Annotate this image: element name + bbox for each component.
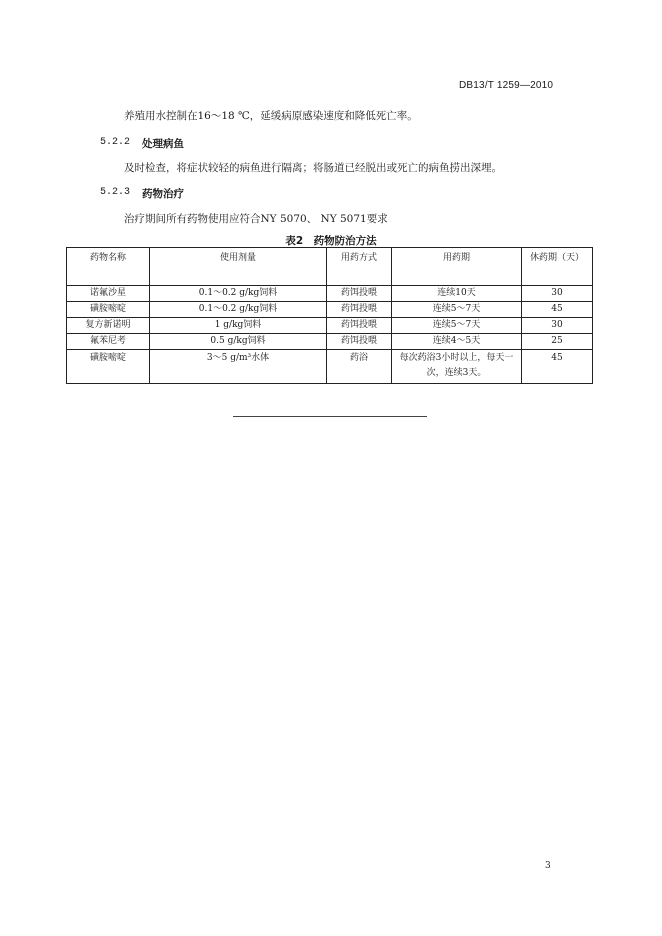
table-header-row [67,248,593,286]
cell-dosage: 0.1～0.2 g/kg饲料 [150,286,327,302]
table-row [67,318,593,334]
header-dosage: 使用剂量 [150,248,327,286]
section-title-drug-treatment: 药物治疗 [142,188,184,200]
cell-withdrawal: 25 [522,334,593,350]
header-withdrawal: 休药期（天） [522,248,593,286]
cell-duration: 每次药浴3小时以上，每天一次，连续3天。 [392,350,522,384]
table-row [67,350,593,384]
cell-withdrawal: 45 [522,350,593,384]
cell-method: 药浴 [327,350,392,384]
cell-drug-name: 磺胺嘧啶 [67,350,150,384]
cell-method: 药饵投喂 [327,302,392,318]
table-row [67,286,593,302]
cell-duration: 连续5～7天 [392,318,522,334]
page-number: 3 [545,861,551,871]
cell-drug-name: 氟苯尼考 [67,334,150,350]
table-caption: 表2 药物防治方法 [285,235,377,247]
cell-duration: 连续5～7天 [392,302,522,318]
cell-method: 药饵投喂 [327,334,392,350]
paragraph-drug-standards: 治疗期间所有药物使用应符合NY 5070、 NY 5071要求 [124,213,388,225]
cell-duration: 连续4～5天 [392,334,522,350]
header-method: 用药方式 [327,248,392,286]
cell-drug-name: 诺氟沙星 [67,286,150,302]
section-number-5-2-2: 5.2.2 [100,137,131,148]
cell-drug-name: 复方新诺明 [67,318,150,334]
cell-dosage: 0.5 g/kg饲料 [150,334,327,350]
header-drug-name: 药物名称 [67,248,150,286]
cell-duration: 连续10天 [392,286,522,302]
section-title-handle-sick-fish: 处理病鱼 [142,138,184,150]
table-row [67,334,593,350]
table-row [67,302,593,318]
end-rule [233,416,427,417]
cell-withdrawal: 30 [522,286,593,302]
cell-method: 药饵投喂 [327,318,392,334]
cell-dosage: 0.1～0.2 g/kg饲料 [150,302,327,318]
cell-withdrawal: 30 [522,318,593,334]
cell-method: 药饵投喂 [327,286,392,302]
header-duration: 用药期 [392,248,522,286]
paragraph-isolate-fish: 及时检查，将症状较轻的病鱼进行隔离；将肠道已经脱出或死亡的病鱼捞出深埋。 [124,162,502,174]
paragraph-water-temp: 养殖用水控制在16～18 ℃，延缓病原感染速度和降低死亡率。 [124,110,418,122]
cell-dosage: 1 g/kg饲料 [150,318,327,334]
cell-drug-name: 磺胺嘧啶 [67,302,150,318]
document-code: DB13/T 1259—2010 [459,80,554,91]
section-number-5-2-3: 5.2.3 [100,187,131,198]
drug-treatment-table [66,247,593,384]
cell-dosage: 3～5 g/m³水体 [150,350,327,384]
cell-withdrawal: 45 [522,302,593,318]
